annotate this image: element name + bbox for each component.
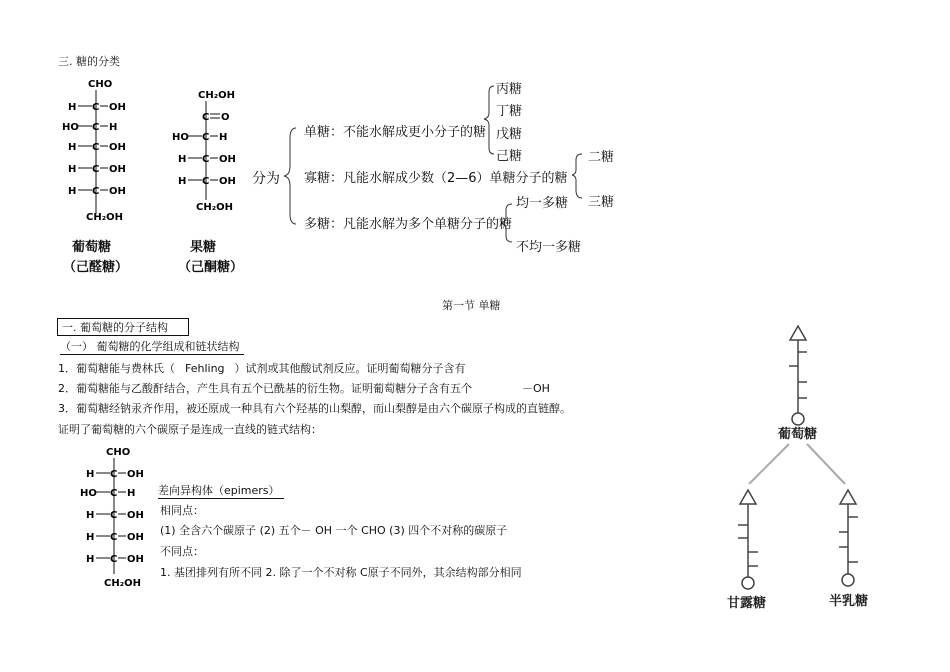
text-line-4: 证明了葡萄糖的六个碳原子是连成一直线的链式结构： <box>58 423 322 436</box>
fructose-subname: （己酮糖） <box>178 260 244 275</box>
mono-child-hexose: 己糖 <box>496 149 523 164</box>
text-line-2: 2．葡萄糖能与乙酸酐结合，产生具有五个已酰基的衍生物。证明葡萄糖分子含有五个 －OH <box>58 382 550 395</box>
fructose-bottom-group: CH₂OH <box>196 202 233 213</box>
svg-text:C: C <box>92 164 100 175</box>
svg-text:OH: OH <box>127 510 144 521</box>
svg-text:H: H <box>109 122 118 133</box>
glucose-bottom-group: CH₂OH <box>86 212 123 223</box>
glucose-row-4 <box>86 532 144 543</box>
fructose-row-2 <box>178 154 236 165</box>
svg-text:HO: HO <box>62 122 79 133</box>
svg-text:OH: OH <box>219 176 236 187</box>
svg-text:C: C <box>110 532 118 543</box>
same-points-label: 相同点： <box>160 504 204 517</box>
text-line-1: 1．葡萄糖能与费林氏（ Fehling ）试剂或其他酸试剂反应。证明葡萄糖分子含有 <box>58 362 466 375</box>
svg-text:H: H <box>219 132 228 143</box>
svg-text:OH: OH <box>219 154 236 165</box>
glucose-row-2 <box>80 488 135 499</box>
svg-text:OH: OH <box>109 186 126 197</box>
svg-text:OH: OH <box>127 469 144 480</box>
glucose-bottom-group: CH₂OH <box>104 578 141 589</box>
svg-text:HO: HO <box>172 132 189 143</box>
svg-text:H: H <box>178 154 187 165</box>
fructose-row-1 <box>172 132 227 143</box>
diff-points-text: 1. 基团排列有所不同 2. 除了一个不对称 C原子不同外，其余结构部分相同 <box>160 566 522 579</box>
svg-text:OH: OH <box>127 532 144 543</box>
oligo-child-trisaccharide: 三糖 <box>588 195 615 210</box>
fructose-row-3 <box>178 176 236 187</box>
svg-text:C: C <box>202 112 210 123</box>
poly-child-hetero: 不均一多糖 <box>516 240 582 255</box>
svg-text:H: H <box>68 186 77 197</box>
epimer-left-label: 甘露糖 <box>727 596 767 611</box>
svg-text:C: C <box>202 132 210 143</box>
glucose-row-1 <box>86 469 144 480</box>
glucose-name: 葡萄糖 <box>72 240 112 255</box>
poly-definition: 多糖：凡能水解为多个单糖分子的糖 <box>304 217 513 232</box>
epimer-right-label: 半乳糖 <box>829 594 869 609</box>
epimers-title: 差向异构体（epimers） <box>158 482 284 499</box>
classification-root: 分为 <box>252 171 280 187</box>
svg-text:HO: HO <box>80 488 97 499</box>
svg-text:C: C <box>92 186 100 197</box>
svg-text:C: C <box>110 554 118 565</box>
svg-text:H: H <box>86 532 95 543</box>
section-title: 三. 糖的分类 <box>58 55 120 68</box>
fructose-name: 果糖 <box>190 240 217 255</box>
glucose-structure-bottom <box>76 442 166 592</box>
svg-text:H: H <box>86 510 95 521</box>
section-heading: 第一节 单糖 <box>442 299 501 312</box>
svg-text:OH: OH <box>109 164 126 175</box>
svg-text:C: C <box>202 154 210 165</box>
svg-text:C: C <box>110 469 118 480</box>
diff-points-label: 不同点： <box>160 545 204 558</box>
glucose-row-3 <box>86 510 144 521</box>
svg-text:H: H <box>68 102 77 113</box>
glucose-top-group: CHO <box>106 447 131 458</box>
svg-text:C: C <box>110 510 118 521</box>
glucose-row-2 <box>62 122 117 133</box>
svg-text:OH: OH <box>109 102 126 113</box>
oligo-child-disaccharide: 二糖 <box>588 150 615 165</box>
svg-text:H: H <box>178 176 187 187</box>
subsection-subtitle: （一） 葡萄糖的化学组成和链状结构 <box>60 338 244 355</box>
fructose-carbonyl <box>202 112 230 123</box>
glucose-row-5 <box>68 186 126 197</box>
mono-definition: 单糖：不能水解成更小分子的糖 <box>304 125 487 140</box>
svg-text:C: C <box>92 122 100 133</box>
epimer-tree-diagram <box>715 320 895 620</box>
glucose-subname: （己醛糖） <box>63 260 129 275</box>
mono-child-triose: 丙糖 <box>496 82 523 97</box>
glucose-row-5 <box>86 554 144 565</box>
fructose-structure <box>168 84 258 219</box>
svg-text:H: H <box>68 164 77 175</box>
svg-text:C: C <box>202 176 210 187</box>
svg-text:OH: OH <box>127 554 144 565</box>
same-points-text: (1) 全含六个碳原子 (2) 五个－ OH 一个 CHO (3) 四个不对称的碳原子 <box>160 524 508 537</box>
svg-text:C: C <box>92 102 100 113</box>
poly-child-homo: 均一多糖 <box>516 196 569 211</box>
svg-text:C: C <box>92 142 100 153</box>
svg-text:H: H <box>86 554 95 565</box>
mono-child-tetrose: 丁糖 <box>496 104 523 119</box>
svg-text:H: H <box>68 142 77 153</box>
svg-text:H: H <box>86 469 95 480</box>
subsection-title: 一. 葡萄糖的分子结构 <box>57 318 189 336</box>
glucose-row-4 <box>68 164 126 175</box>
glucose-top-group: CHO <box>88 79 113 90</box>
mono-child-pentose: 戊糖 <box>496 127 523 142</box>
svg-text:OH: OH <box>109 142 126 153</box>
fructose-top-group: CH₂OH <box>198 90 235 101</box>
svg-text:C: C <box>110 488 118 499</box>
oligo-definition: 寡糖：凡能水解成少数（2—6）单糖分子的糖 <box>304 171 568 186</box>
svg-text:O: O <box>221 112 230 123</box>
svg-text:H: H <box>127 488 136 499</box>
glucose-row-1 <box>68 102 126 113</box>
glucose-row-3 <box>68 142 126 153</box>
text-line-3: 3．葡萄糖经钠汞齐作用，被还原成一种具有六个羟基的山梨醇，而山梨醇是由六个碳原子构成的直链醇。 <box>58 402 571 415</box>
epimer-top-label: 葡萄糖 <box>778 427 818 442</box>
